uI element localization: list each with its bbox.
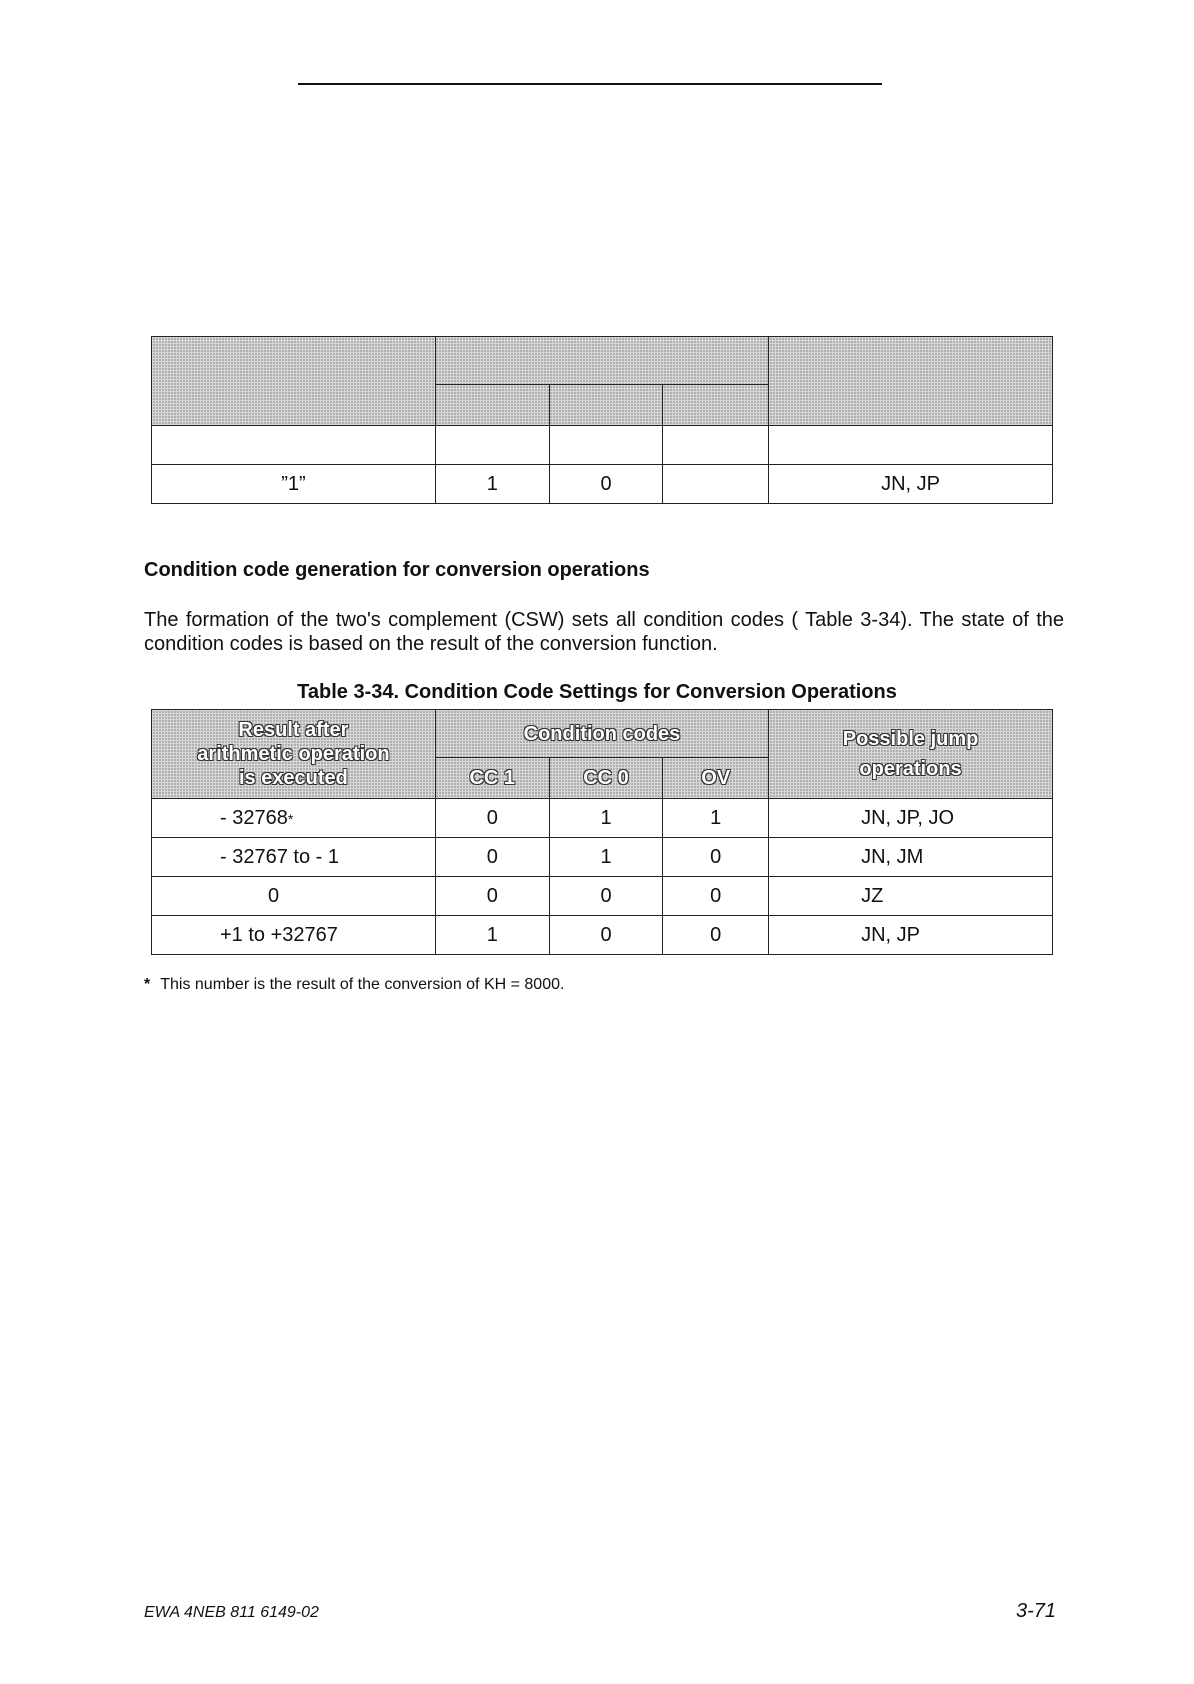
table-cell (663, 465, 769, 504)
result-cell (152, 838, 436, 877)
ov-cell: 0 (663, 838, 769, 877)
header-result (152, 710, 436, 799)
prev-header-jumps (769, 337, 1053, 426)
cc1-cell: 0 (435, 877, 549, 916)
table-row (152, 877, 1053, 916)
jumps-cell: JN, JP (769, 916, 1053, 955)
table-row (152, 916, 1053, 955)
body-paragraph: The formation of the two's complement (CSW) sets all condition codes ( Table 3-34). The state of the condition codes is based on the result of the conversion function. (144, 609, 1064, 655)
ov-cell: 1 (663, 799, 769, 838)
table-row (152, 799, 1053, 838)
jumps-cell: JN, JM (769, 838, 1053, 877)
result-cell (152, 799, 436, 838)
table-cell (435, 426, 549, 465)
table-cell (663, 426, 769, 465)
prev-header-condition-codes (435, 337, 768, 385)
footnote-text: This number is the result of the conversion of KH = 8000. (160, 976, 565, 993)
table-cell: 0 (549, 465, 663, 504)
result-cell (152, 877, 436, 916)
footnote-mark: * (287, 810, 294, 827)
footnote-star: * (144, 976, 151, 993)
table-row (152, 426, 1053, 465)
prev-header-ov (663, 385, 769, 426)
document-id: EWA 4NEB 811 6149-02 (144, 1604, 319, 1621)
header-jumps-label: Possible jump operations (842, 728, 979, 780)
header-cc1: CC 1 (435, 758, 549, 799)
table-cell (769, 426, 1053, 465)
page-number: 3-71 (1016, 1600, 1057, 1622)
table-cell: JN, JP (769, 465, 1053, 504)
header-jumps (769, 710, 1053, 799)
table-cell (549, 426, 663, 465)
jumps-cell: JZ (769, 877, 1053, 916)
table-cell: ”1” (152, 465, 436, 504)
header-cc0: CC 0 (549, 758, 663, 799)
table-row (152, 465, 1053, 504)
cc0-cell: 1 (549, 838, 663, 877)
header-ov: OV (663, 758, 769, 799)
header-result-label: Result after arithmetic operation is executed (197, 719, 390, 789)
footnote (144, 976, 564, 994)
cc0-cell: 1 (549, 799, 663, 838)
table-cell: 1 (435, 465, 549, 504)
ov-cell: 0 (663, 877, 769, 916)
result-value: - 32768 (220, 806, 288, 829)
ov-cell: 0 (663, 916, 769, 955)
result-cell (152, 916, 436, 955)
jumps-cell: JN, JP, JO (769, 799, 1053, 838)
table-caption: Table 3-34. Condition Code Settings for Conversion Operations (297, 681, 897, 703)
cc0-cell: 0 (549, 916, 663, 955)
prev-header-result (152, 337, 436, 426)
previous-table (151, 336, 1053, 504)
result-value: +1 to +32767 (220, 923, 338, 946)
cc1-cell: 0 (435, 799, 549, 838)
cc0-cell: 0 (549, 877, 663, 916)
cc1-cell: 0 (435, 838, 549, 877)
table-row (152, 838, 1053, 877)
condition-code-table (151, 709, 1053, 955)
cc1-cell: 1 (435, 916, 549, 955)
result-value: 0 (268, 884, 280, 907)
table-cell (152, 426, 436, 465)
prev-header-cc1 (435, 385, 549, 426)
result-value: - 32767 to - 1 (220, 845, 339, 868)
prev-header-cc0 (549, 385, 663, 426)
top-rule (298, 83, 882, 85)
header-condition-codes: Condition codes (435, 710, 768, 758)
section-heading: Condition code generation for conversion operations (144, 559, 650, 581)
